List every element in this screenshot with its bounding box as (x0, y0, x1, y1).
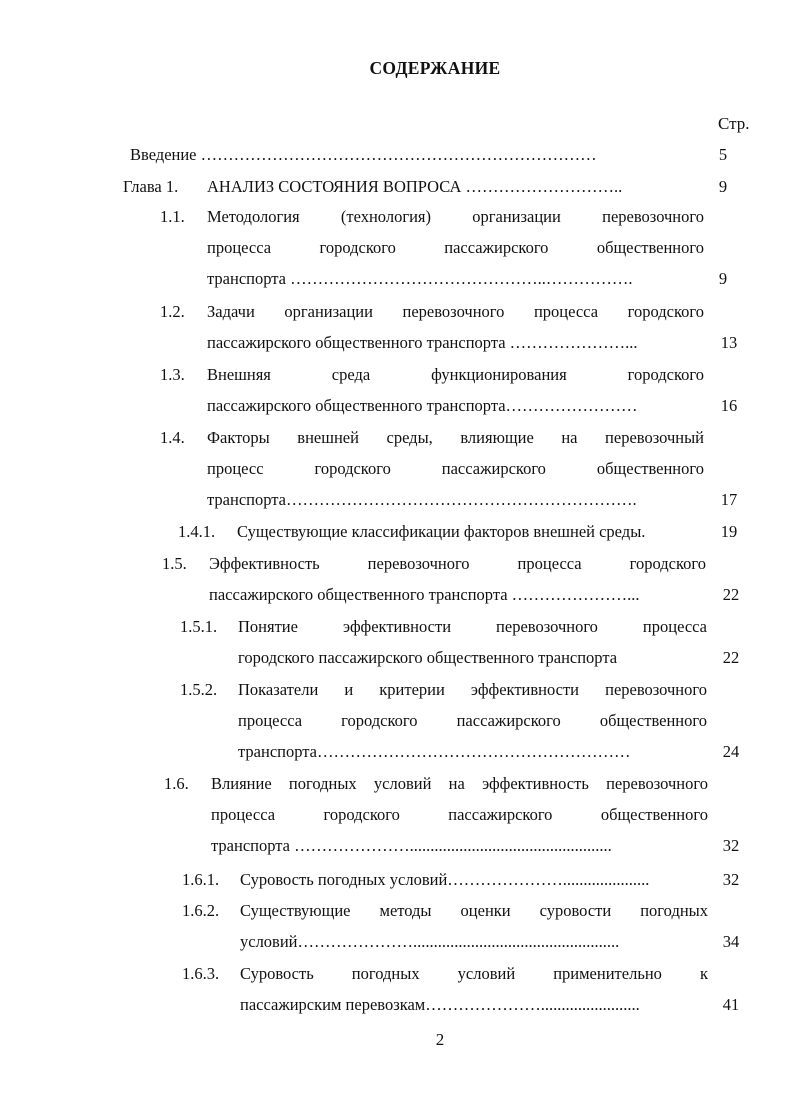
toc-page-1-6-1: 32 (722, 870, 740, 889)
toc-page-1-4-1: 19 (720, 522, 738, 541)
page-number: 2 (435, 1030, 445, 1049)
toc-text-1-5-1-line2: городского пассажирского общественного транспорта (238, 648, 618, 667)
toc-page-1-6: 32 (722, 836, 740, 855)
toc-text-1-4-line2: процесс городского пассажирского общественного (207, 459, 704, 478)
toc-text-1-5-2-line2: процесса городского пассажирского общественного (238, 711, 707, 730)
toc-text-1-5-1-line1: Понятие эффективности перевозочного процесса (238, 617, 707, 636)
toc-text-1-1-line1: Методология (технология) организации перевозочного (207, 207, 704, 226)
toc-page-1-6-2: 34 (722, 932, 740, 951)
toc-page-1-1: 9 (718, 269, 728, 288)
toc-page-1-5-2: 24 (722, 742, 740, 761)
toc-number-1-6: 1.6. (164, 774, 189, 793)
toc-number-1-5-1: 1.5.1. (180, 617, 218, 636)
toc-number-1-5: 1.5. (162, 554, 187, 573)
toc-text-1-6-line2: процесса городского пассажирского общественного (211, 805, 708, 824)
toc-number-1-1: 1.1. (160, 207, 185, 226)
toc-text-intro: Введение ……………………………………………………………… (130, 145, 597, 164)
toc-number-1-6-1: 1.6.1. (182, 870, 220, 889)
toc-number-1-5-2: 1.5.2. (180, 680, 218, 699)
toc-text-1-6-3-line2: пассажирским перевозкам…………………........................ (240, 995, 640, 1014)
toc-page-intro: 5 (718, 145, 728, 164)
toc-page-1-5-1: 22 (722, 648, 740, 667)
toc-page-1-6-3: 41 (722, 995, 740, 1014)
page-column-header: Стр. (718, 114, 750, 133)
toc-number-1-3: 1.3. (160, 365, 185, 384)
toc-number-1-2: 1.2. (160, 302, 185, 321)
toc-text-1-1-line2: процесса городского пассажирского общественного (207, 238, 704, 257)
toc-text-1-6-2-line1: Существующие методы оценки суровости погодных (240, 901, 708, 920)
toc-number-1-6-3: 1.6.3. (182, 964, 220, 983)
toc-number-1-4-1: 1.4.1. (178, 522, 216, 541)
toc-text-1-5-2-line3: транспорта………………………………………………… (238, 742, 631, 761)
toc-text-1-2-line1: Задачи организации перевозочного процесса городского (207, 302, 704, 321)
toc-text-1-6-1: Суровость погодных условий…………………..................... (240, 870, 650, 889)
toc-text-1-6-line1: Влияние погодных условий на эффективность перевозочного (211, 774, 708, 793)
toc-text-1-3-line1: Внешняя среда функционирования городского (207, 365, 704, 384)
toc-text-1-6-line3: транспорта …………………................................................. (211, 836, 612, 855)
toc-number-1-4: 1.4. (160, 428, 185, 447)
toc-text-1-5-2-line1: Показатели и критерии эффективности перевозочного (238, 680, 707, 699)
toc-page-1-2: 13 (720, 333, 738, 352)
toc-number-1-6-2: 1.6.2. (182, 901, 220, 920)
toc-text-1-4-line1: Факторы внешней среды, влияющие на перевозочный (207, 428, 704, 447)
toc-text-1-5-line2: пассажирского общественного транспорта …………………... (209, 585, 640, 604)
toc-page-1-5: 22 (722, 585, 740, 604)
toc-text-chapter-1: АНАЛИЗ СОСТОЯНИЯ ВОПРОСА ……………………….. (207, 177, 623, 196)
toc-page-1-4: 17 (720, 490, 738, 509)
toc-text-1-2-line2: пассажирского общественного транспорта …………………... (207, 333, 638, 352)
toc-number-chapter-1: Глава 1. (123, 177, 179, 196)
toc-text-1-5-line1: Эффективность перевозочного процесса городского (209, 554, 706, 573)
toc-page-1-3: 16 (720, 396, 738, 415)
toc-text-1-6-3-line1: Суровость погодных условий применительно к (240, 964, 708, 983)
toc-text-1-4-line3: транспорта………………………………………………………. (207, 490, 637, 509)
toc-text-1-6-2-line2: условий………………….................................................. (240, 932, 620, 951)
toc-page-chapter-1: 9 (718, 177, 728, 196)
toc-text-1-4-1: Существующие классификации факторов внешней среды. (237, 522, 646, 541)
toc-text-1-1-line3: транспорта ………………………………………..……………. (207, 269, 633, 288)
page-title: СОДЕРЖАНИЕ (369, 58, 501, 78)
toc-text-1-3-line2: пассажирского общественного транспорта…………………… (207, 396, 638, 415)
